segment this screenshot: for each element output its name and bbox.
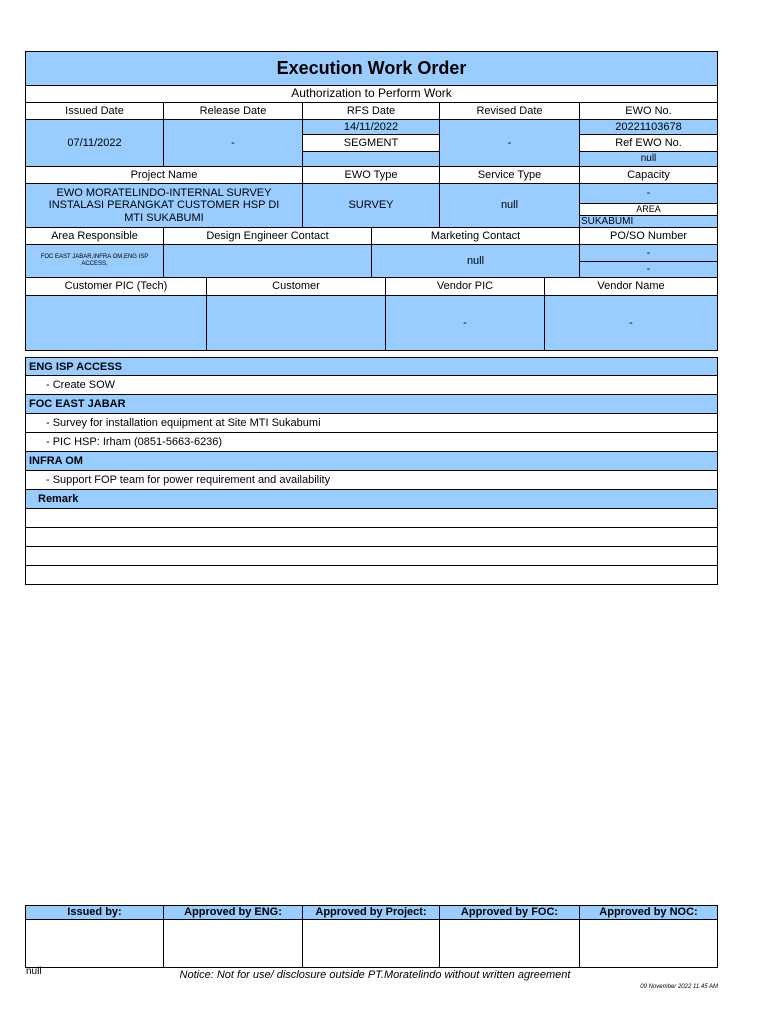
page-subtitle-text: Authorization to Perform Work xyxy=(291,86,452,101)
vendor-name-value-text: - xyxy=(629,316,633,329)
approved-foc-label xyxy=(439,905,580,920)
capacity-label-text: Capacity xyxy=(627,168,670,181)
section-heading-eng-isp xyxy=(25,357,718,376)
service-type-label-text: Service Type xyxy=(477,168,542,181)
ewo-type-label-text: EWO Type xyxy=(344,168,398,181)
ref-ewo-value xyxy=(579,151,718,167)
list-item xyxy=(25,375,718,395)
segment-label-text: SEGMENT xyxy=(343,136,399,149)
ewo-no-label xyxy=(579,102,718,120)
customer-pic-label-text: Customer PIC (Tech) xyxy=(64,280,168,293)
remark-line xyxy=(25,508,718,528)
list-item xyxy=(25,470,718,490)
vendor-pic-label xyxy=(385,277,545,296)
release-date-value-text: - xyxy=(231,136,235,149)
section-heading-infra-om-text: INFRA OM xyxy=(29,455,83,467)
customer-pic-label xyxy=(25,277,207,296)
issued-date-value-text: 07/11/2022 xyxy=(67,136,122,149)
revised-date-value-text: - xyxy=(507,136,512,149)
remark-line xyxy=(25,565,718,585)
project-name-label-text: Project Name xyxy=(130,168,198,181)
remark-heading xyxy=(25,489,718,509)
issued-by-signature xyxy=(25,919,164,968)
page-subtitle xyxy=(25,85,718,103)
section-heading-infra-om xyxy=(25,451,718,471)
revised-date-label-text: Revised Date xyxy=(476,104,543,117)
po-so-value-1 xyxy=(579,244,718,262)
po-so-label-text: PO/SO Number xyxy=(609,229,688,242)
po-so-label xyxy=(579,227,718,245)
ewo-type-value-text: SURVEY xyxy=(348,199,394,212)
approved-project-label-text: Approved by Project: xyxy=(315,906,427,919)
section-heading-foc-east-jabar-text: FOC EAST JABAR xyxy=(29,398,126,410)
footer-notice-text: Notice: Not for use/ disclosure outside PT.Moratelindo without written agreement xyxy=(179,969,571,981)
vendor-name-label xyxy=(544,277,718,296)
rfs-date-value-text: 14/11/2022 xyxy=(343,120,399,133)
area-responsible-label-text: Area Responsible xyxy=(51,229,138,242)
issued-by-label xyxy=(25,905,164,920)
footer-null-text xyxy=(26,966,42,977)
vendor-pic-value-text: - xyxy=(463,316,467,329)
customer-pic-value xyxy=(25,295,207,351)
customer-value xyxy=(206,295,386,351)
approved-noc-label xyxy=(579,905,718,920)
vendor-pic-value xyxy=(385,295,545,351)
vendor-name-label-text: Vendor Name xyxy=(597,280,665,293)
issued-date-label xyxy=(25,102,164,120)
design-engineer-label xyxy=(163,227,372,245)
ewo-type-label xyxy=(302,166,440,184)
approved-noc-label-text: Approved by NOC: xyxy=(599,906,698,919)
issued-by-label-text: Issued by: xyxy=(67,906,122,919)
approved-foc-signature xyxy=(439,919,580,968)
list-item-text: - Survey for installation equipment at Site MTI Sukabumi xyxy=(46,417,321,429)
page-title xyxy=(25,51,718,86)
area-label-text: AREA xyxy=(636,204,661,215)
vendor-name-value xyxy=(544,295,718,351)
approved-eng-label-text: Approved by ENG: xyxy=(184,906,282,919)
project-name-value xyxy=(25,183,303,228)
ref-ewo-label-text: Ref EWO No. xyxy=(615,136,682,149)
ewo-no-value-text: 20221103678 xyxy=(615,120,682,133)
issued-date-label-text: Issued Date xyxy=(65,104,124,117)
approved-eng-signature xyxy=(163,919,303,968)
list-item xyxy=(25,432,718,452)
footer-timestamp xyxy=(560,984,718,990)
approved-foc-label-text: Approved by FOC: xyxy=(460,906,559,919)
service-type-value-text: null xyxy=(500,199,519,212)
po-so-value-1-text: - xyxy=(646,246,651,259)
approved-project-label xyxy=(302,905,440,920)
footer-null-text-value: null xyxy=(26,966,42,977)
remark-line xyxy=(25,546,718,566)
release-date-value xyxy=(163,119,303,167)
segment-value xyxy=(302,151,440,167)
approved-noc-signature xyxy=(579,919,718,968)
customer-label xyxy=(206,277,386,296)
service-type-value xyxy=(439,183,580,228)
list-item-text: - Create SOW xyxy=(46,379,116,391)
area-responsible-value-text: FOC EAST JABAR,INFRA OM,ENG ISP ACCESS, xyxy=(40,253,149,267)
release-date-label xyxy=(163,102,303,120)
po-so-value-2-text: - xyxy=(646,263,651,276)
revised-date-value xyxy=(439,119,580,167)
area-responsible-value xyxy=(25,244,164,278)
ewo-no-label-text: EWO No. xyxy=(625,104,672,117)
list-item-text: - PIC HSP: Irham (0851-5663-6236) xyxy=(46,436,223,448)
ewo-no-value xyxy=(579,119,718,135)
section-heading-foc-east-jabar xyxy=(25,394,718,414)
marketing-contact-label xyxy=(371,227,580,245)
capacity-value-text: - xyxy=(646,187,651,200)
area-responsible-label xyxy=(25,227,164,245)
issued-date-value xyxy=(25,119,164,167)
po-so-value-2 xyxy=(579,261,718,278)
vendor-pic-label-text: Vendor PIC xyxy=(436,280,494,293)
rfs-date-label xyxy=(302,102,440,120)
capacity-label xyxy=(579,166,718,184)
list-item-text: - Support FOP team for power requirement and availability xyxy=(46,474,331,486)
page-title-text: Execution Work Order xyxy=(276,58,467,79)
remark-heading-text: Remark xyxy=(38,493,79,505)
list-item xyxy=(25,413,718,433)
area-value-text: SUKABUMI xyxy=(581,215,634,227)
approved-project-signature xyxy=(302,919,440,968)
ewo-type-value xyxy=(302,183,440,228)
footer-notice xyxy=(140,969,610,981)
project-name-value-text: EWO MORATELINDO-INTERNAL SURVEY INSTALASI PERANGKAT CUSTOMER HSP DI MTI SUKABUMI xyxy=(48,186,280,224)
rfs-date-label-text: RFS Date xyxy=(346,104,396,117)
design-engineer-label-text: Design Engineer Contact xyxy=(206,229,329,242)
project-name-label xyxy=(25,166,303,184)
marketing-contact-label-text: Marketing Contact xyxy=(430,229,521,242)
ref-ewo-value-text: null xyxy=(640,153,657,165)
remark-line xyxy=(25,527,718,547)
ref-ewo-label xyxy=(579,134,718,152)
customer-label-text: Customer xyxy=(272,280,320,293)
rfs-date-value xyxy=(302,119,440,135)
capacity-value xyxy=(579,183,718,204)
service-type-label xyxy=(439,166,580,184)
marketing-contact-value xyxy=(371,244,580,278)
approved-eng-label xyxy=(163,905,303,920)
revised-date-label xyxy=(439,102,580,120)
design-engineer-value xyxy=(163,244,372,278)
footer-timestamp-text: 09 November 2022 11.45 AM xyxy=(640,984,718,990)
segment-label xyxy=(302,134,440,152)
marketing-contact-value-text: null xyxy=(466,254,485,267)
release-date-label-text: Release Date xyxy=(199,104,267,117)
section-heading-eng-isp-text: ENG ISP ACCESS xyxy=(29,360,122,373)
